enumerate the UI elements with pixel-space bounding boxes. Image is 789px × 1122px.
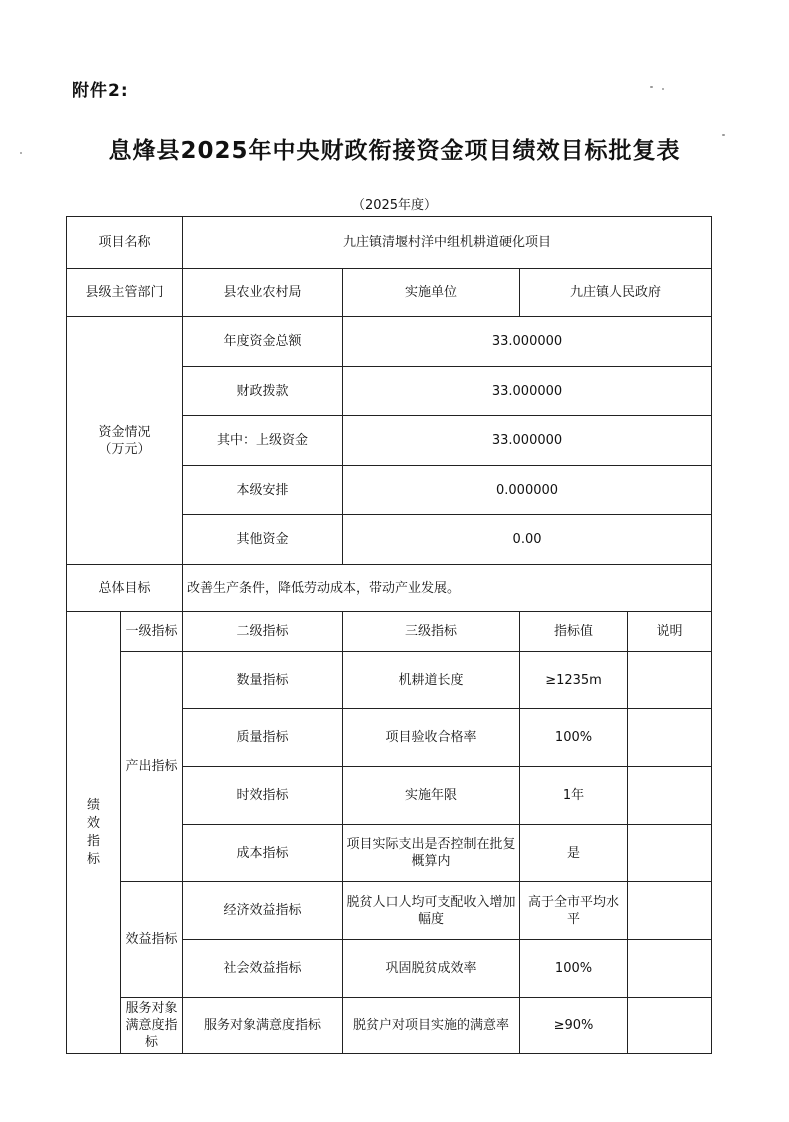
attachment-label: 附件2: (72, 81, 129, 101)
performance-target-table (66, 216, 712, 1054)
funds-row-label: 财政拨款 (183, 367, 343, 416)
project-name-row (67, 217, 712, 269)
satisfaction-indicator-label: 服务对象满意度指标 (121, 998, 183, 1054)
department-row (67, 269, 712, 317)
fiscal-year: （2025年度） (351, 198, 438, 213)
level2-cell: 质量指标 (183, 709, 343, 767)
level2-cell: 经济效益指标 (183, 882, 343, 940)
header-level1: 一级指标 (121, 612, 183, 652)
benefit-indicator-label: 效益指标 (121, 882, 183, 998)
note-cell (628, 825, 712, 882)
scan-speck (20, 152, 22, 154)
level3-cell: 机耕道长度 (343, 652, 520, 709)
funds-label: 资金情况 （万元） (67, 317, 183, 565)
funds-row (67, 317, 712, 367)
overall-goal-label: 总体目标 (67, 565, 183, 612)
funds-row-value: 0.000000 (343, 466, 712, 515)
note-cell (628, 709, 712, 767)
department-label: 县级主管部门 (67, 269, 183, 317)
value-cell: 高于全市平均水平 (520, 882, 628, 940)
value-cell: 1年 (520, 767, 628, 825)
level2-cell: 服务对象满意度指标 (183, 998, 343, 1054)
level2-cell: 数量指标 (183, 652, 343, 709)
scan-speck (722, 134, 725, 136)
performance-label (67, 612, 121, 1054)
note-cell (628, 940, 712, 998)
level2-cell: 社会效益指标 (183, 940, 343, 998)
value-cell: 是 (520, 825, 628, 882)
funds-row-label: 其中：上级资金 (183, 416, 343, 466)
funds-row-value: 33.000000 (343, 416, 712, 466)
scan-speck (662, 88, 664, 90)
project-name-value: 九庄镇清堰村洋中组机耕道硬化项目 (183, 217, 712, 269)
level3-cell: 项目验收合格率 (343, 709, 520, 767)
project-name-label: 项目名称 (67, 217, 183, 269)
header-level2: 二级指标 (183, 612, 343, 652)
header-level3: 三级指标 (343, 612, 520, 652)
scan-speck (650, 86, 653, 88)
funds-row-label: 其他资金 (183, 515, 343, 565)
value-cell: ≥90% (520, 998, 628, 1054)
overall-goal-value: 改善生产条件，降低劳动成本，带动产业发展。 (183, 565, 712, 612)
level2-cell: 成本指标 (183, 825, 343, 882)
indicator-row (67, 998, 712, 1054)
value-cell: 100% (520, 709, 628, 767)
level3-cell: 实施年限 (343, 767, 520, 825)
level2-cell: 时效指标 (183, 767, 343, 825)
level3-cell: 巩固脱贫成效率 (343, 940, 520, 998)
note-cell (628, 882, 712, 940)
header-value: 指标值 (520, 612, 628, 652)
implementing-unit-value: 九庄镇人民政府 (520, 269, 712, 317)
document-title: 息烽县2025年中央财政衔接资金项目绩效目标批复表 (108, 138, 681, 164)
indicator-row (67, 652, 712, 709)
performance-label-text: 绩效指标 (86, 797, 100, 867)
level3-cell: 项目实际支出是否控制在批复概算内 (343, 825, 520, 882)
value-cell: ≥1235m (520, 652, 628, 709)
output-indicator-label: 产出指标 (121, 652, 183, 882)
indicator-row (67, 882, 712, 940)
funds-row-value: 33.000000 (343, 317, 712, 367)
note-cell (628, 652, 712, 709)
funds-row-value: 0.00 (343, 515, 712, 565)
overall-goal-row (67, 565, 712, 612)
note-cell (628, 767, 712, 825)
funds-row-label: 本级安排 (183, 466, 343, 515)
funds-row-label: 年度资金总额 (183, 317, 343, 367)
funds-row-value: 33.000000 (343, 367, 712, 416)
value-cell: 100% (520, 940, 628, 998)
header-note: 说明 (628, 612, 712, 652)
level3-cell: 脱贫户对项目实施的满意率 (343, 998, 520, 1054)
note-cell (628, 998, 712, 1054)
indicator-header-row (67, 612, 712, 652)
level3-cell: 脱贫人口人均可支配收入增加幅度 (343, 882, 520, 940)
department-value: 县农业农村局 (183, 269, 343, 317)
implementing-unit-label: 实施单位 (343, 269, 520, 317)
